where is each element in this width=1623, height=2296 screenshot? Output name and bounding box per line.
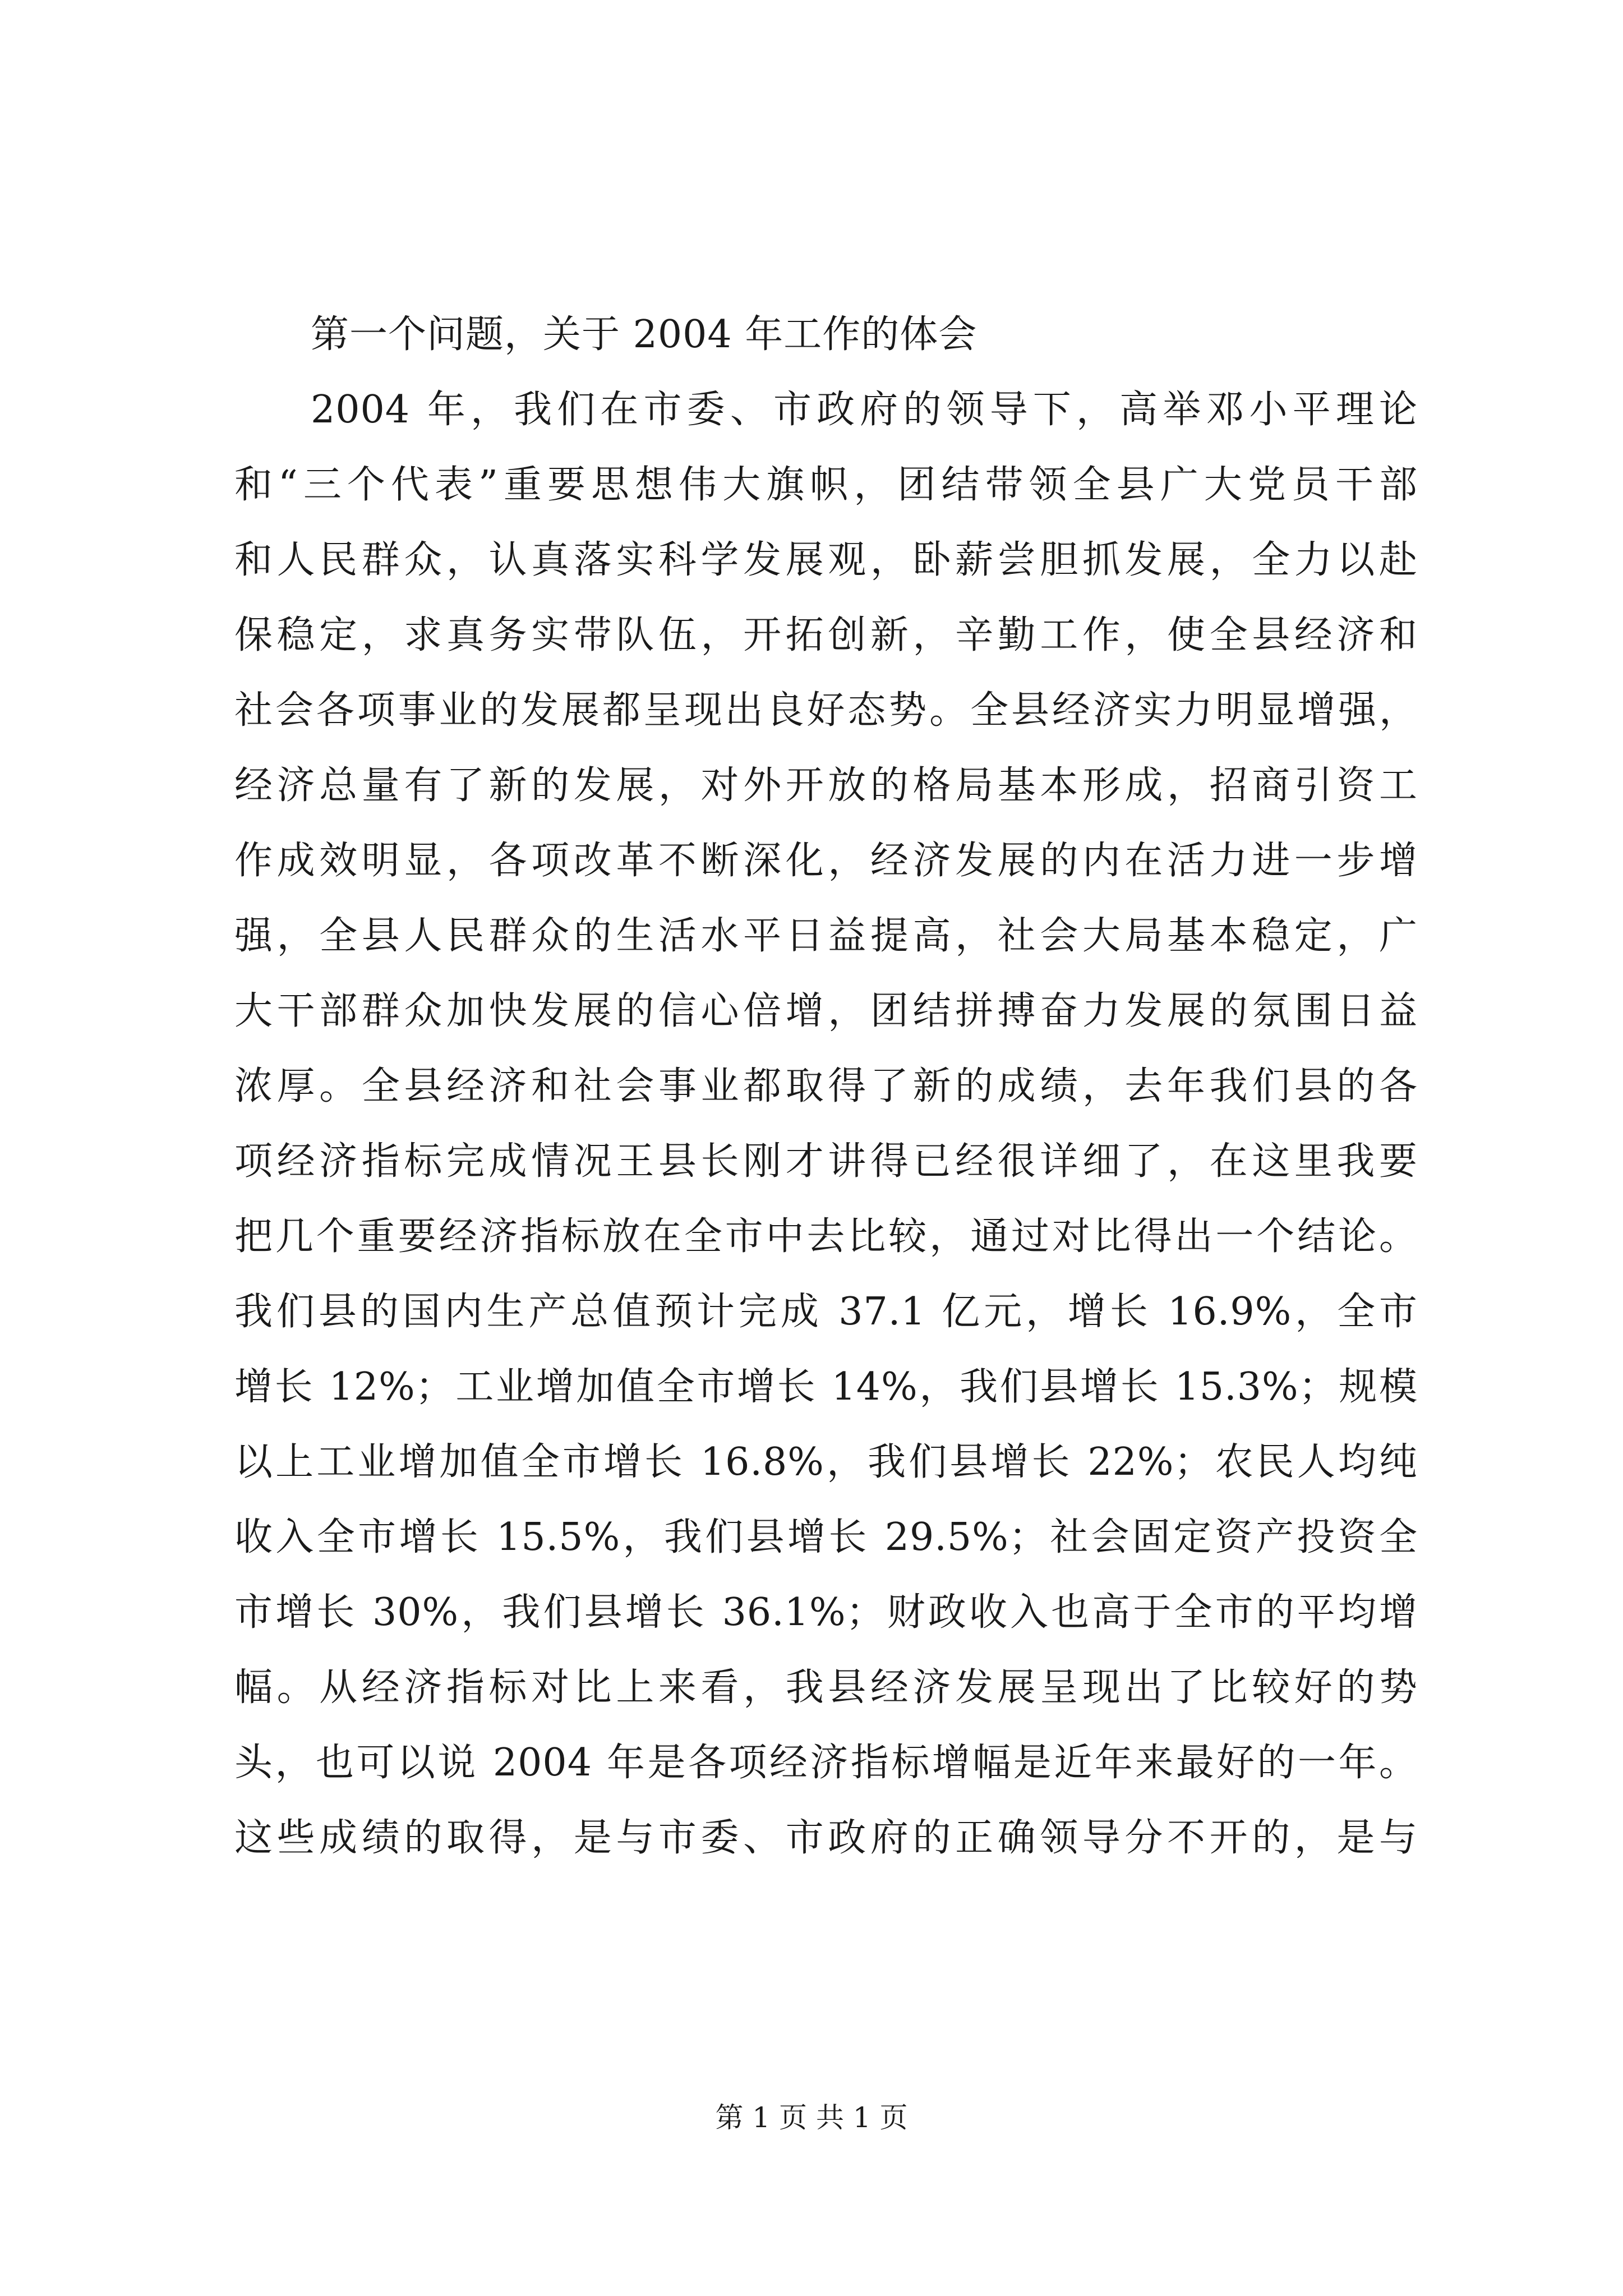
paragraph-line: 市增长 30%，我们县增长 36.1%；财政收入也高于全市的平均增 (234, 1590, 1418, 1635)
paragraph-line: 把几个重要经济指标放在全市中去比较，通过对比得出一个结论。 (234, 1214, 1418, 1259)
paragraph-line: 大干部群众加快发展的信心倍增，团结拼搏奋力发展的氛围日益 (234, 989, 1418, 1033)
paragraph-line: 2004 年，我们在市委、市政府的领导下，高举邓小平理论 (311, 388, 1418, 432)
paragraph-line: 和“三个代表”重要思想伟大旗帜，团结带领全县广大党员干部 (234, 463, 1418, 507)
paragraph-line: 增长 12%；工业增加值全市增长 14%，我们县增长 15.3%；规模 (234, 1365, 1418, 1409)
paragraph-line: 我们县的国内生产总值预计完成 37.1 亿元，增长 16.9%，全市 (234, 1290, 1418, 1334)
paragraph-line: 收入全市增长 15.5%，我们县增长 29.5%；社会固定资产投资全 (234, 1515, 1418, 1559)
paragraph-line: 和人民群众，认真落实科学发展观，卧薪尝胆抓发展，全力以赴 (234, 538, 1418, 582)
document-body (234, 297, 1418, 1876)
paragraph-line: 以上工业增加值全市增长 16.8%，我们县增长 22%；农民人均纯 (234, 1440, 1418, 1484)
paragraph-line: 这些成绩的取得，是与市委、市政府的正确领导分不开的，是与 (234, 1816, 1418, 1860)
paragraph-line: 浓厚。全县经济和社会事业都取得了新的成绩，去年我们县的各 (234, 1064, 1418, 1108)
paragraph-line: 头，也可以说 2004 年是各项经济指标增幅是近年来最好的一年。 (234, 1741, 1418, 1785)
paragraph-line: 社会各项事业的发展都呈现出良好态势。全县经济实力明显增强， (234, 688, 1418, 733)
page-number-footer: 第 1 页 共 1 页 (715, 2101, 908, 2134)
paragraph-line: 作成效明显，各项改革不断深化，经济发展的内在活力进一步增 (234, 839, 1418, 883)
paragraph-line: 保稳定，求真务实带队伍，开拓创新，辛勤工作，使全县经济和 (234, 613, 1418, 657)
paragraph-line: 强，全县人民群众的生活水平日益提高，社会大局基本稳定，广 (234, 914, 1418, 958)
section-heading: 第一个问题，关于 2004 年工作的体会 (311, 312, 978, 357)
paragraph-line: 幅。从经济指标对比上来看，我县经济发展呈现出了比较好的势 (234, 1665, 1418, 1710)
paragraph-line: 项经济指标完成情况王县长刚才讲得已经很详细了，在这里我要 (234, 1139, 1418, 1184)
paragraph-line: 经济总量有了新的发展，对外开放的格局基本形成，招商引资工 (234, 763, 1418, 808)
